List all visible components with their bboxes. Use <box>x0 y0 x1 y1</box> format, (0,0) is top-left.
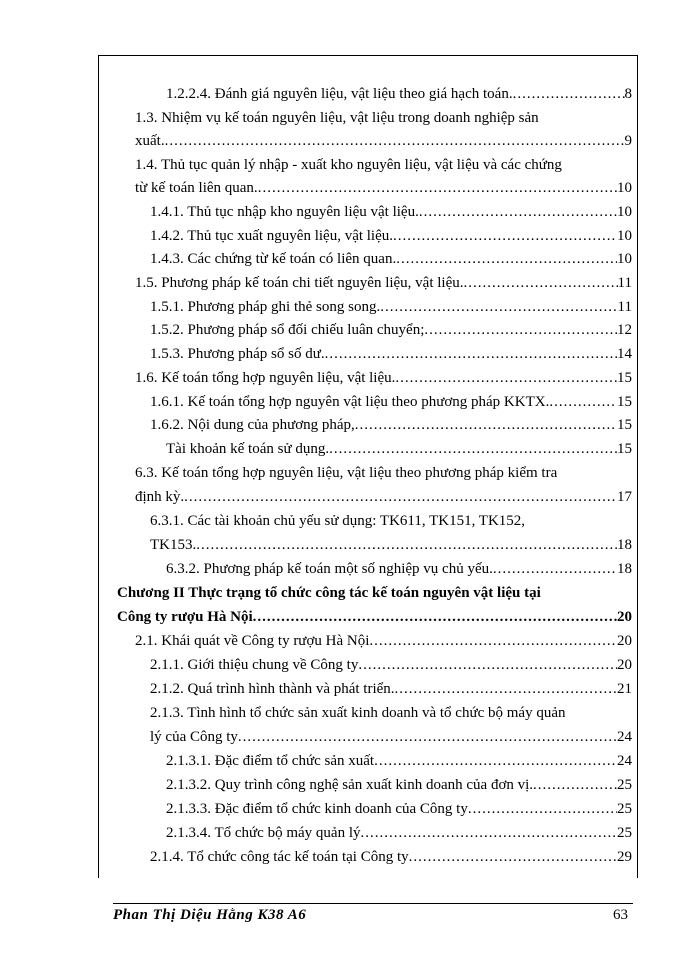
toc-entry[interactable]: xuất. ..... 9 <box>135 131 632 151</box>
toc-entry[interactable]: 1.5.3. Phương pháp sổ số dư. ..... 14 <box>150 344 632 364</box>
toc-chapter-heading[interactable]: Công ty rượu Hà Nội ..... 20 <box>117 607 632 627</box>
toc-entry[interactable]: 2.1. Khái quát về Công ty rượu Hà Nội ..... 20 <box>135 631 632 651</box>
toc-entry[interactable]: 1.5.1. Phương pháp ghi thẻ song song. ..... 11 <box>150 297 632 317</box>
footer-author: Phan Thị Diệu Hằng K38 A6 <box>113 907 307 923</box>
toc-entry[interactable]: 1.4.1. Thủ tục nhập kho nguyên liệu vật liệu. ..... 10 <box>150 202 632 222</box>
toc-entry[interactable]: 1.5. Phương pháp kế toán chi tiết nguyên liệu, vật liệu. ..... 11 <box>135 273 632 293</box>
toc-chapter-heading[interactable]: Chương II Thực trạng tổ chức công tác kế toán nguyên vật liệu tại <box>117 585 541 601</box>
toc-entry[interactable]: từ kế toán liên quan. ..... 10 <box>135 178 632 198</box>
toc-entry[interactable]: 2.1.3.1. Đặc điểm tổ chức sản xuất ..... 24 <box>166 751 632 771</box>
toc-entry[interactable]: 1.4. Thủ tục quản lý nhập - xuất kho nguyên liệu, vật liệu và các chứng <box>135 157 562 173</box>
toc-entry[interactable]: 2.1.4. Tổ chức công tác kế toán tại Công ty ..... 29 <box>150 847 632 867</box>
toc-entry[interactable]: 1.6.1. Kế toán tổng hợp nguyên vật liệu theo phương pháp KKTX. ..... 15 <box>150 392 632 412</box>
toc-entry[interactable]: 2.1.3.4. Tổ chức bộ máy quản lý ..... 25 <box>166 823 632 843</box>
toc-entry[interactable]: 1.2.2.4. Đánh giá nguyên liệu, vật liệu theo giá hạch toán. ..... 8 <box>166 84 632 104</box>
toc-entry[interactable]: 1.6. Kế toán tổng hợp nguyên liệu, vật liệu. ..... 15 <box>135 368 632 388</box>
toc-entry[interactable]: 1.5.2. Phương pháp sổ đối chiếu luân chuyển; ..... 12 <box>150 320 632 340</box>
footer-rule <box>113 903 633 904</box>
toc-entry[interactable]: 6.3.2. Phương pháp kế toán một số nghiệp vụ chủ yếu. ..... 18 <box>166 559 632 579</box>
toc-entry[interactable]: 6.3. Kế toán tổng hợp nguyên liệu, vật liệu theo phương pháp kiểm tra <box>135 465 558 481</box>
footer-page-number: 63 <box>613 907 628 923</box>
toc-entry[interactable]: 1.4.2. Thủ tục xuất nguyên liệu, vật liệu. ..... 10 <box>150 226 632 246</box>
toc-entry[interactable]: 2.1.2. Quá trình hình thành và phát triển. ..... 21 <box>150 679 632 699</box>
toc-entry[interactable]: 2.1.3. Tình hình tổ chức sản xuất kinh doanh và tổ chức bộ máy quản <box>150 705 566 721</box>
toc-entry[interactable]: 2.1.1. Giới thiệu chung về Công ty ..... 20 <box>150 655 632 675</box>
toc-entry[interactable]: Tài khoản kế toán sử dụng. ..... 15 <box>166 439 632 459</box>
toc-entry[interactable]: TK153. ..... 18 <box>150 535 632 555</box>
toc-entry[interactable]: 2.1.3.2. Quy trình công nghệ sản xuất kinh doanh của đơn vị. ..... 25 <box>166 775 632 795</box>
toc-entry[interactable]: 6.3.1. Các tài khoản chủ yếu sử dụng: TK611, TK151, TK152, <box>150 513 526 529</box>
toc-entry[interactable]: lý của Công ty ..... 24 <box>150 727 632 747</box>
toc-entry[interactable]: định kỳ. ..... 17 <box>135 487 632 507</box>
toc-entry[interactable]: 1.6.2. Nội dung của phương pháp, ..... 15 <box>150 415 632 435</box>
toc-entry[interactable]: 1.4.3. Các chứng từ kế toán có liên quan. ..... 10 <box>150 249 632 269</box>
toc-entry[interactable]: 1.3. Nhiệm vụ kế toán nguyên liệu, vật liệu trong doanh nghiệp sản <box>135 110 539 126</box>
toc-entry[interactable]: 2.1.3.3. Đặc điểm tổ chức kinh doanh của Công ty ..... 25 <box>166 799 632 819</box>
